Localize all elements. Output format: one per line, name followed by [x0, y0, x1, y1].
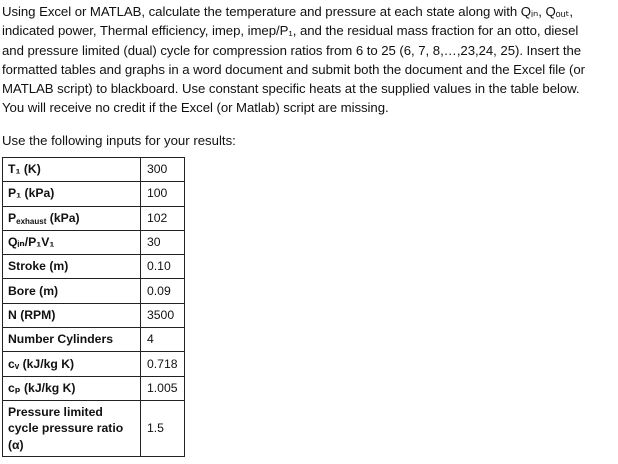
input-value-bore: 0.09: [141, 279, 185, 303]
p-exhaust-symbol: P: [8, 210, 17, 225]
input-value-qin-ratio: 30: [141, 230, 185, 254]
p-exhaust-unit: (kPa): [46, 210, 80, 225]
input-label-p-exhaust: [3, 206, 141, 230]
inputs-table: [2, 157, 185, 457]
table-row: [3, 303, 185, 327]
input-value-t1: 300: [141, 158, 185, 182]
problem-line-2: indicated power, Thermal efficiency, imep, imep/P₁, and the residual mass fraction for an otto, diesel: [2, 23, 579, 39]
input-label-qin-ratio: Qᵢₙ/P₁V₁: [3, 230, 141, 254]
table-row: [3, 230, 185, 254]
input-value-pressure-ratio: 1.5: [141, 400, 185, 456]
input-label-cylinders: Number Cylinders: [3, 328, 141, 352]
table-row: [3, 376, 185, 400]
problem-line-5: MATLAB script) to blackboard. Use constant specific heats at the supplied values in the table below.: [2, 81, 580, 97]
input-value-cylinders: 4: [141, 328, 185, 352]
table-row: [3, 255, 185, 279]
input-label-rpm: N (RPM): [3, 303, 141, 327]
problem-line-4: formatted tables and graphs in a word document and submit both the document and the Excel file (or: [2, 61, 586, 77]
table-row: [3, 400, 185, 456]
problem-statement: [2, 2, 614, 118]
input-label-p1: P₁ (kPa): [3, 182, 141, 206]
problem-line-1: Using Excel or MATLAB, calculate the temperature and pressure at each state along with Qᵢₙ, Qₒᵤₜ,: [2, 4, 574, 19]
input-value-p-exhaust: 102: [141, 206, 185, 230]
input-label-cv: cᵥ (kJ/kg K): [3, 352, 141, 376]
table-row: [3, 206, 185, 230]
input-value-cv: 0.718: [141, 352, 185, 376]
table-row: [3, 328, 185, 352]
input-label-stroke: Stroke (m): [3, 255, 141, 279]
input-label-t1: T₁ (K): [3, 158, 141, 182]
input-value-rpm: 3500: [141, 303, 185, 327]
pressure-ratio-line-1: Pressure limited: [8, 404, 103, 419]
table-row: [3, 279, 185, 303]
p-exhaust-subscript: exhaust: [16, 216, 47, 226]
input-value-cp: 1.005: [141, 376, 185, 400]
input-label-bore: Bore (m): [3, 279, 141, 303]
pressure-ratio-line-3: (α): [8, 437, 24, 452]
table-row: [3, 158, 185, 182]
input-value-p1: 100: [141, 182, 185, 206]
inputs-heading: Use the following inputs for your results:: [2, 133, 236, 148]
input-label-cp: cₚ (kJ/kg K): [3, 376, 141, 400]
table-row: [3, 352, 185, 376]
input-label-pressure-ratio: [3, 400, 141, 456]
input-value-stroke: 0.10: [141, 255, 185, 279]
table-row: [3, 182, 185, 206]
problem-line-6: You will receive no credit if the Excel (or Matlab) script are missing.: [2, 100, 389, 116]
problem-line-3: and pressure limited (dual) cycle for compression ratios from 6 to 25 (6, 7, 8,…,23,24, 25). Insert the: [2, 42, 582, 58]
pressure-ratio-line-2: cycle pressure ratio: [8, 421, 124, 436]
